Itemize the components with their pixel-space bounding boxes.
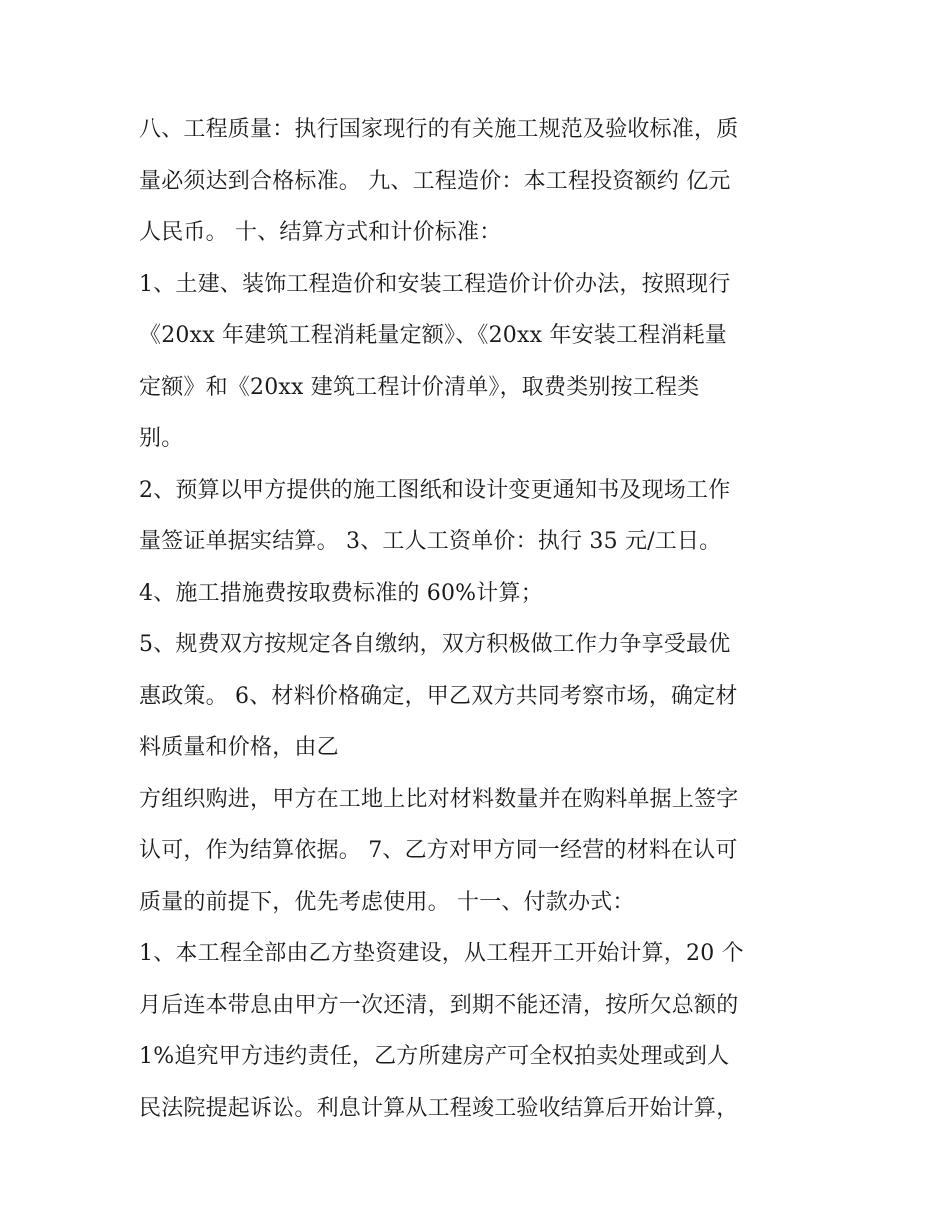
text-line: 4、施工措施费按取费标准的 60%计算； — [139, 580, 543, 606]
text-line: 《20xx 年建筑工程消耗量定额》、《20xx 年安装工程消耗量 — [139, 323, 728, 348]
text-line: 月后连本带息由甲方一次还清，到期不能还清，按所欠总额的 — [139, 992, 739, 1018]
text-line: 定额》和《20xx 建筑工程计价清单》，取费类别按工程类 — [139, 374, 700, 400]
text-line: 5、规费双方按规定各自缴纳，双方积极做工作力争享受最优 — [139, 632, 731, 657]
text-line: 1、本工程全部由乙方垫资建设，从工程开工开始计算，20 个 — [139, 941, 744, 966]
text-line: 1、土建、装饰工程造价和安装工程造价计价办法，按照现行 — [139, 271, 731, 297]
text-line: 质量的前提下，优先考虑使用。 十一、付款办式： — [139, 889, 635, 915]
text-line: 八、工程质量：执行国家现行的有关施工规范及验收标准，质 — [139, 117, 739, 142]
text-line: 2、预算以甲方提供的施工图纸和设计变更通知书及现场工作 — [139, 477, 731, 503]
text-line: 方组织购进，甲方在工地上比对材料数量并在购料单据上签字 — [139, 786, 739, 812]
document-body — [139, 104, 819, 1134]
text-line: 别。 — [139, 426, 184, 451]
text-line: 民法院提起诉讼。利息计算从工程竣工验收结算后开始计算， — [139, 1095, 739, 1121]
text-line: 料质量和价格，由乙 — [139, 735, 339, 760]
text-line: 1%追究甲方违约责任，乙方所建房产可全权拍卖处理或到人 — [139, 1044, 730, 1069]
text-line: 人民币。 十、结算方式和计价标准： — [139, 220, 502, 245]
text-line: 量必须达到合格标准。 九、工程造价：本工程投资额约 亿元 — [139, 168, 731, 194]
text-line: 量签证单据实结算。 3、工人工资单价：执行 35 元/工日。 — [139, 529, 722, 554]
text-line: 认可，作为结算依据。 7、乙方对甲方同一经营的材料在认可 — [139, 838, 738, 863]
text-line: 惠政策。 6、材料价格确定，甲乙双方共同考察市场，确定材 — [139, 683, 738, 709]
